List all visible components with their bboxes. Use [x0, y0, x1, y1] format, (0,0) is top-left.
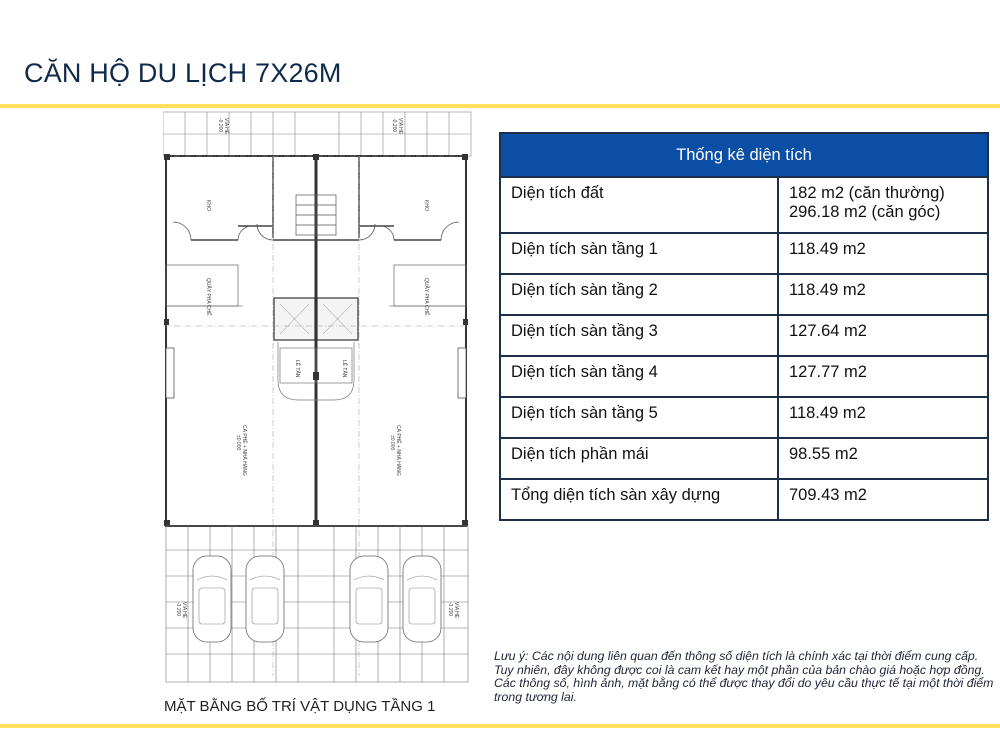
page-title: CĂN HỘ DU LỊCH 7X26M [24, 58, 342, 88]
svg-text:-3.200: -3.200 [447, 602, 453, 617]
row-label: Diện tích phần mái [500, 438, 778, 479]
svg-text:VỈA HÈ: VỈA HÈ [397, 118, 403, 135]
svg-text:KHO: KHO [205, 200, 211, 211]
row-value: 127.64 m2 [778, 315, 988, 356]
row-value: 127.77 m2 [778, 356, 988, 397]
row-label: Diện tích sàn tầng 2 [500, 274, 778, 315]
disclaimer-note: Lưu ý: Các nội dung liên quan đến thông số diện tích là chính xác tại thời điểm cung cấp. Tuy nhiên, đây không được coi là cam kết hay một phần của bản chào giá hoặc hợp đồng. Các thông số, hình ảnh, mặt bằng có thể được thay đổi do yêu cầu thực tế tại một thời điểm trong tương lai. [494, 649, 994, 704]
table-row [500, 315, 988, 356]
svg-text:CÀ PHÊ + NHÀ HÀNG: CÀ PHÊ + NHÀ HÀNG [241, 425, 247, 476]
bottom-accent-rule [0, 724, 1000, 728]
table-row [500, 177, 988, 233]
svg-text:-0.200: -0.200 [391, 118, 397, 133]
row-value: 118.49 m2 [778, 274, 988, 315]
row-label: Diện tích sàn tầng 1 [500, 233, 778, 274]
svg-text:VỈA HÈ: VỈA HÈ [223, 118, 229, 135]
row-label: Diện tích sàn tầng 5 [500, 397, 778, 438]
svg-text:QUẦY PHA CHẾ: QUẦY PHA CHẾ [423, 278, 429, 316]
svg-text:KHO: KHO [423, 200, 429, 211]
table-row [500, 438, 988, 479]
sidewalk-top-grid [163, 112, 471, 156]
svg-text:LỄ TÂN: LỄ TÂN [294, 360, 300, 378]
table-row [500, 274, 988, 315]
table-row [500, 479, 988, 520]
svg-text:±0.000: ±0.000 [235, 435, 241, 451]
row-value: 118.49 m2 [778, 233, 988, 274]
row-label: Diện tích đất [500, 177, 778, 233]
row-value: 118.49 m2 [778, 397, 988, 438]
table-row [500, 356, 988, 397]
row-value: 98.55 m2 [778, 438, 988, 479]
top-accent-rule [0, 104, 1000, 108]
table-row [500, 397, 988, 438]
row-value: 709.43 m2 [778, 479, 988, 520]
svg-text:CÀ PHÊ + NHÀ HÀNG: CÀ PHÊ + NHÀ HÀNG [395, 425, 401, 476]
floor-plan-caption: MẶT BẰNG BỐ TRÍ VẬT DỤNG TẦNG 1 [164, 698, 436, 715]
table-header: Thống kê diện tích [500, 133, 988, 177]
row-value: 182 m2 (căn thường) 296.18 m2 (căn góc) [778, 177, 988, 233]
row-label: Diện tích sàn tầng 3 [500, 315, 778, 356]
svg-text:VỈA HÈ: VỈA HÈ [181, 602, 187, 619]
table-row [500, 233, 988, 274]
car-icons [193, 556, 441, 642]
svg-text:-0.200: -0.200 [217, 118, 223, 133]
svg-text:QUẦY PHA CHẾ: QUẦY PHA CHẾ [205, 278, 211, 316]
svg-text:LỄ TÂN: LỄ TÂN [341, 360, 347, 378]
floor-plan-drawing [163, 110, 473, 685]
row-label: Diện tích sàn tầng 4 [500, 356, 778, 397]
area-statistics-table [499, 132, 989, 521]
svg-text:VỈA HÈ: VỈA HÈ [453, 602, 459, 619]
svg-text:±0.000: ±0.000 [389, 435, 395, 451]
svg-text:-3.200: -3.200 [175, 602, 181, 617]
row-label: Tổng diện tích sàn xây dựng [500, 479, 778, 520]
